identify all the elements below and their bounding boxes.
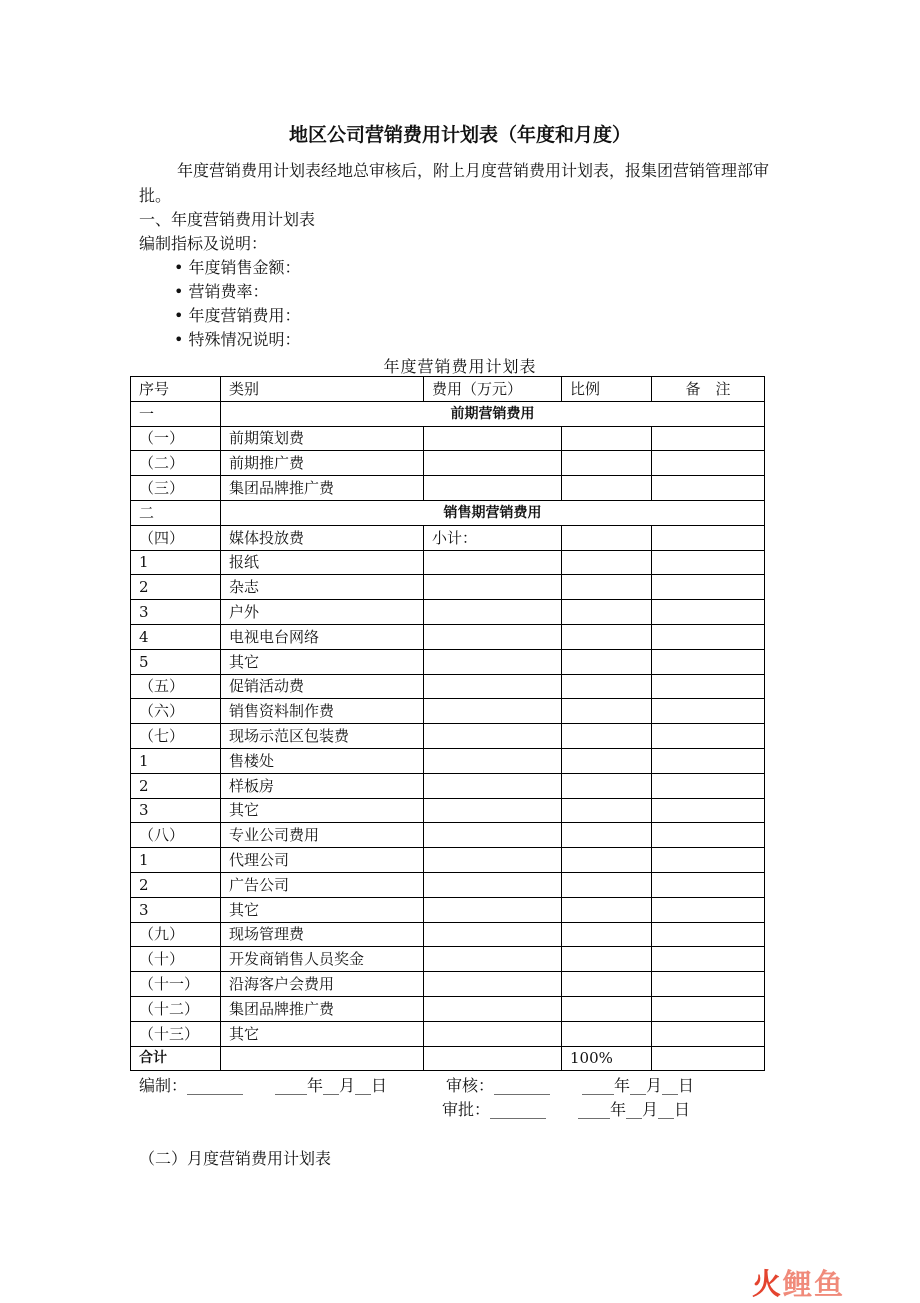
ratio-cell xyxy=(562,624,652,649)
group-title: 销售期营销费用 xyxy=(221,500,765,525)
remark-cell xyxy=(652,575,765,600)
row-category: 户外 xyxy=(221,600,424,625)
table-row xyxy=(131,575,765,600)
ratio-cell xyxy=(562,550,652,575)
group-row xyxy=(131,401,765,426)
expense-cell xyxy=(424,550,562,575)
column-header: 序号 xyxy=(131,377,221,402)
ratio-cell xyxy=(562,476,652,501)
expense-cell xyxy=(424,575,562,600)
table-row xyxy=(131,649,765,674)
row-category: 集团品牌推广费 xyxy=(221,476,424,501)
table-row xyxy=(131,947,765,972)
remark-cell xyxy=(652,525,765,550)
remark-cell xyxy=(652,947,765,972)
row-category: 前期推广费 xyxy=(221,451,424,476)
total-label: 合计 xyxy=(131,1046,221,1071)
prepared-by-line: 编制：_______ ____年__月__日 xyxy=(139,1076,388,1095)
row-category: 样板房 xyxy=(221,773,424,798)
column-header: 比例 xyxy=(562,377,652,402)
expense-cell xyxy=(424,624,562,649)
row-category: 广告公司 xyxy=(221,872,424,897)
table-row xyxy=(131,451,765,476)
remark-cell xyxy=(652,798,765,823)
table-row xyxy=(131,699,765,724)
bullet-special-notes: • 特殊情况说明： xyxy=(174,330,301,349)
approved-by-line: 审批：_______ ____年__月__日 xyxy=(442,1100,691,1119)
table-caption: 年度营销费用计划表 xyxy=(383,357,537,376)
row-number: 3 xyxy=(131,600,221,625)
prep-heading: 编制指标及说明： xyxy=(139,234,268,253)
ratio-cell xyxy=(562,674,652,699)
row-number: （四） xyxy=(131,525,221,550)
row-number: 5 xyxy=(131,649,221,674)
table-row xyxy=(131,897,765,922)
table-row xyxy=(131,798,765,823)
row-number: （十三） xyxy=(131,1021,221,1046)
expense-cell xyxy=(424,1046,562,1071)
row-category: 前期策划费 xyxy=(221,426,424,451)
expense-cell xyxy=(424,996,562,1021)
row-number: 3 xyxy=(131,897,221,922)
table-row xyxy=(131,674,765,699)
section-heading-monthly: （二）月度营销费用计划表 xyxy=(139,1149,332,1168)
expense-cell xyxy=(424,773,562,798)
row-category: 其它 xyxy=(221,1021,424,1046)
remark-cell xyxy=(652,897,765,922)
remark-cell xyxy=(652,600,765,625)
expense-cell xyxy=(424,724,562,749)
ratio-cell xyxy=(562,426,652,451)
remark-cell xyxy=(652,674,765,699)
remark-cell xyxy=(652,872,765,897)
total-row xyxy=(131,1046,765,1071)
remark-cell xyxy=(652,426,765,451)
row-category: 其它 xyxy=(221,649,424,674)
ratio-cell xyxy=(562,922,652,947)
table-row xyxy=(131,624,765,649)
row-number: （六） xyxy=(131,699,221,724)
expense-cell xyxy=(424,922,562,947)
watermark-logo: 火鲤鱼 xyxy=(752,1267,846,1301)
table-row xyxy=(131,972,765,997)
row-number: 1 xyxy=(131,550,221,575)
remark-cell xyxy=(652,451,765,476)
table-row xyxy=(131,996,765,1021)
ratio-cell xyxy=(562,575,652,600)
ratio-cell xyxy=(562,649,652,674)
table-row xyxy=(131,476,765,501)
bullet-expense-rate: • 营销费率： xyxy=(174,282,269,301)
table-row xyxy=(131,848,765,873)
ratio-cell xyxy=(562,848,652,873)
expense-cell xyxy=(424,798,562,823)
remark-cell xyxy=(652,996,765,1021)
table-row xyxy=(131,525,765,550)
expense-cell xyxy=(424,699,562,724)
ratio-cell xyxy=(562,699,652,724)
remark-cell xyxy=(652,624,765,649)
row-category: 集团品牌推广费 xyxy=(221,996,424,1021)
row-category: 媒体投放费 xyxy=(221,525,424,550)
ratio-cell xyxy=(562,823,652,848)
expense-cell xyxy=(424,947,562,972)
annual-expense-table xyxy=(130,376,765,1071)
table-row xyxy=(131,600,765,625)
ratio-cell xyxy=(562,972,652,997)
row-number: 1 xyxy=(131,748,221,773)
remark-cell xyxy=(652,773,765,798)
table-row xyxy=(131,426,765,451)
expense-cell xyxy=(424,649,562,674)
row-number: （七） xyxy=(131,724,221,749)
expense-cell xyxy=(424,848,562,873)
remark-cell xyxy=(652,699,765,724)
group-number: 一 xyxy=(131,401,221,426)
table-row xyxy=(131,1021,765,1046)
remark-cell xyxy=(652,848,765,873)
row-category: 销售资料制作费 xyxy=(221,699,424,724)
ratio-cell xyxy=(562,947,652,972)
table-header-row xyxy=(131,377,765,402)
row-number: 2 xyxy=(131,872,221,897)
row-category xyxy=(221,1046,424,1071)
total-ratio: 100% xyxy=(562,1046,652,1071)
row-number: 3 xyxy=(131,798,221,823)
row-number: 2 xyxy=(131,575,221,600)
section-heading-annual: 一、年度营销费用计划表 xyxy=(139,210,316,229)
row-number: （九） xyxy=(131,922,221,947)
row-category: 售楼处 xyxy=(221,748,424,773)
row-number: （二） xyxy=(131,451,221,476)
expense-cell xyxy=(424,1021,562,1046)
remark-cell xyxy=(652,1046,765,1071)
ratio-cell xyxy=(562,1021,652,1046)
row-number: （八） xyxy=(131,823,221,848)
document-title: 地区公司营销费用计划表（年度和月度） xyxy=(288,124,631,146)
reviewed-by-line: 审核：_______ ____年__月__日 xyxy=(446,1076,695,1095)
remark-cell xyxy=(652,748,765,773)
expense-cell xyxy=(424,897,562,922)
expense-cell xyxy=(424,972,562,997)
row-category: 现场管理费 xyxy=(221,922,424,947)
row-number: （三） xyxy=(131,476,221,501)
intro-paragraph: 年度营销费用计划表经地总审核后，附上月度营销费用计划表，报集团营销管理部审批。 xyxy=(139,161,770,205)
ratio-cell xyxy=(562,724,652,749)
row-category: 开发商销售人员奖金 xyxy=(221,947,424,972)
row-number: （十一） xyxy=(131,972,221,997)
row-number: （十） xyxy=(131,947,221,972)
remark-cell xyxy=(652,476,765,501)
ratio-cell xyxy=(562,798,652,823)
remark-cell xyxy=(652,972,765,997)
row-category: 电视电台网络 xyxy=(221,624,424,649)
table-row xyxy=(131,872,765,897)
ratio-cell xyxy=(562,996,652,1021)
row-number: （十二） xyxy=(131,996,221,1021)
table-row xyxy=(131,922,765,947)
ratio-cell xyxy=(562,872,652,897)
row-category: 沿海客户会费用 xyxy=(221,972,424,997)
expense-cell xyxy=(424,426,562,451)
column-header: 备 注 xyxy=(652,377,765,402)
column-header: 类别 xyxy=(221,377,424,402)
table-row xyxy=(131,550,765,575)
row-number: （一） xyxy=(131,426,221,451)
remark-cell xyxy=(652,724,765,749)
expense-cell xyxy=(424,476,562,501)
remark-cell xyxy=(652,922,765,947)
remark-cell xyxy=(652,1021,765,1046)
group-row xyxy=(131,500,765,525)
expense-cell xyxy=(424,823,562,848)
row-category: 专业公司费用 xyxy=(221,823,424,848)
bullet-sales-amount: • 年度销售金额： xyxy=(174,258,301,277)
expense-cell xyxy=(424,674,562,699)
table-row xyxy=(131,773,765,798)
table-row xyxy=(131,724,765,749)
row-number: 2 xyxy=(131,773,221,798)
column-header: 费用（万元） xyxy=(424,377,562,402)
group-title: 前期营销费用 xyxy=(221,401,765,426)
row-number: 1 xyxy=(131,848,221,873)
bullet-annual-expense: • 年度营销费用： xyxy=(174,306,301,325)
row-category: 报纸 xyxy=(221,550,424,575)
row-category: 现场示范区包装费 xyxy=(221,724,424,749)
remark-cell xyxy=(652,649,765,674)
expense-cell xyxy=(424,872,562,897)
group-number: 二 xyxy=(131,500,221,525)
expense-cell xyxy=(424,451,562,476)
subtotal-label: 小计： xyxy=(424,525,562,550)
row-category: 其它 xyxy=(221,798,424,823)
ratio-cell xyxy=(562,748,652,773)
row-category: 杂志 xyxy=(221,575,424,600)
table-row xyxy=(131,823,765,848)
row-number: 4 xyxy=(131,624,221,649)
row-category: 其它 xyxy=(221,897,424,922)
ratio-cell xyxy=(562,773,652,798)
ratio-cell xyxy=(562,451,652,476)
row-category: 促销活动费 xyxy=(221,674,424,699)
remark-cell xyxy=(652,550,765,575)
row-number: （五） xyxy=(131,674,221,699)
ratio-cell xyxy=(562,897,652,922)
row-category: 代理公司 xyxy=(221,848,424,873)
expense-cell xyxy=(424,748,562,773)
expense-cell xyxy=(424,600,562,625)
ratio-cell xyxy=(562,525,652,550)
remark-cell xyxy=(652,823,765,848)
table-row xyxy=(131,748,765,773)
ratio-cell xyxy=(562,600,652,625)
